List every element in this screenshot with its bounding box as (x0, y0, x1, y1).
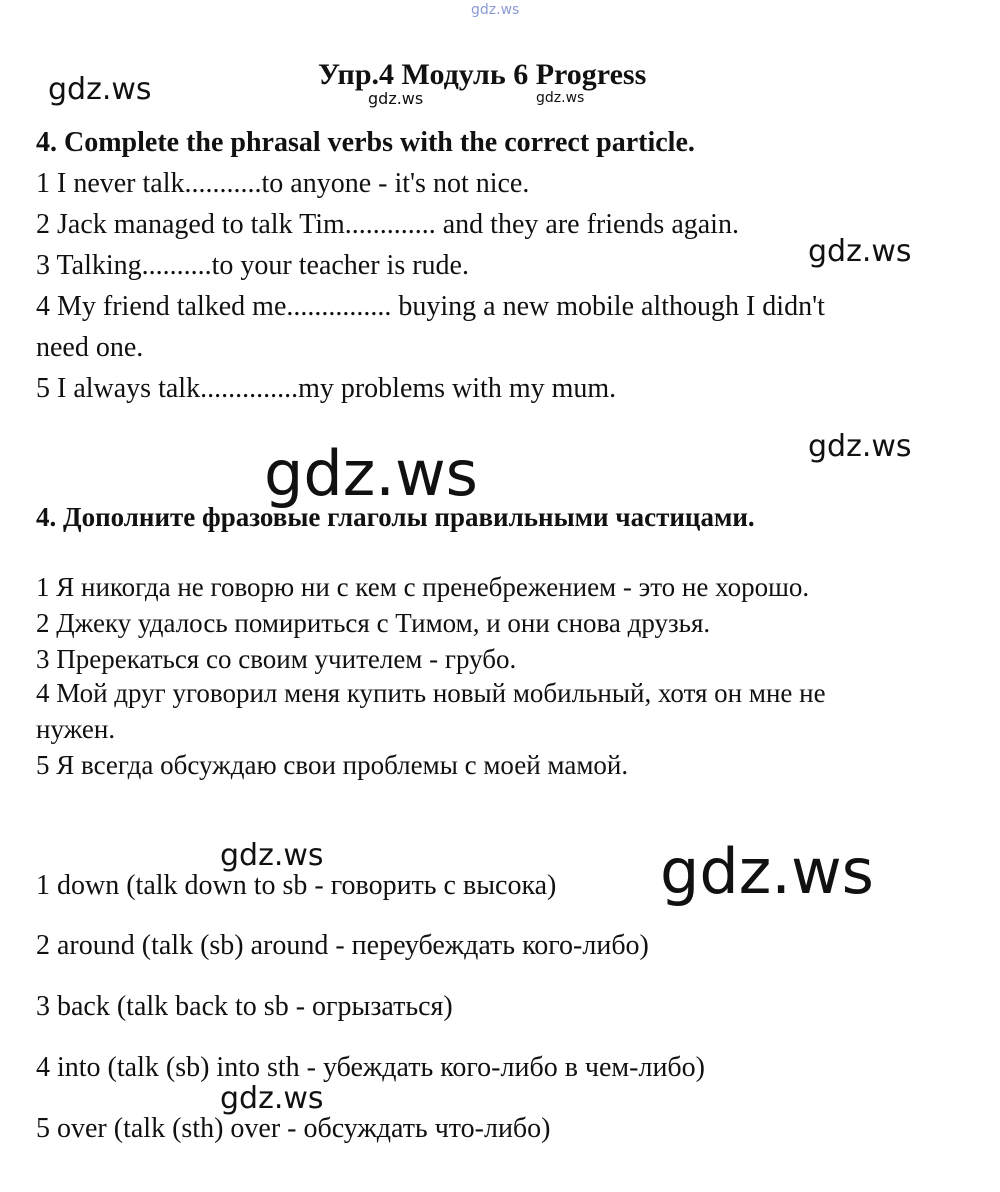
page-title: Упр.4 Модуль 6 Progress (318, 58, 647, 91)
english-line: need one. (36, 332, 144, 363)
russian-line: 2 Джеку удалось помириться с Тимом, и они снова друзья. (36, 608, 711, 638)
watermark-answers-large: gdz.ws (660, 835, 874, 908)
watermark-answers-2: gdz.ws (220, 1081, 324, 1116)
english-heading: 4. Complete the phrasal verbs with the correct particle. (36, 127, 695, 158)
watermark-top-left: gdz.ws (48, 72, 152, 107)
answer-line: 1 down (talk down to sb - говорить с высока) (36, 870, 557, 901)
watermark-center-large: gdz.ws (264, 437, 478, 510)
watermark-title-under-1: gdz.ws (368, 89, 424, 108)
answer-line: 2 around (talk (sb) around - переубеждать кого-либо) (36, 930, 649, 961)
english-line: 5 I always talk..............my problems with my mum. (36, 373, 617, 404)
russian-line: 3 Пререкаться со своим учителем - грубо. (36, 644, 517, 674)
answer-line: 5 over (talk (sth) over - обсуждать что-либо) (36, 1113, 551, 1144)
watermark-right-1: gdz.ws (808, 234, 912, 269)
watermark-answers-1: gdz.ws (220, 838, 324, 873)
watermark-top-center: gdz.ws (471, 2, 520, 18)
russian-line: 4 Мой друг уговорил меня купить новый мобильный, хотя он мне не (36, 678, 826, 708)
russian-line: нужен. (36, 714, 116, 744)
english-line: 2 Jack managed to talk Tim............. and they are friends again. (36, 209, 739, 240)
answer-line: 3 back (talk back to sb - огрызаться) (36, 991, 453, 1022)
russian-line: 1 Я никогда не говорю ни с кем с пренебрежением - это не хорошо. (36, 572, 810, 602)
russian-heading: 4. Дополните фразовые глаголы правильными частицами. (36, 502, 755, 532)
watermark-right-2: gdz.ws (808, 429, 912, 464)
russian-line: 5 Я всегда обсуждаю свои проблемы с моей мамой. (36, 750, 629, 780)
english-line: 1 I never talk...........to anyone - it's not nice. (36, 168, 530, 199)
english-line: 3 Talking..........to your teacher is rude. (36, 250, 469, 281)
answer-line: 4 into (talk (sb) into sth - убеждать кого-либо в чем-либо) (36, 1052, 706, 1083)
english-line: 4 My friend talked me............... buying a new mobile although I didn't (36, 291, 825, 322)
watermark-title-under-2: gdz.ws (536, 90, 585, 106)
